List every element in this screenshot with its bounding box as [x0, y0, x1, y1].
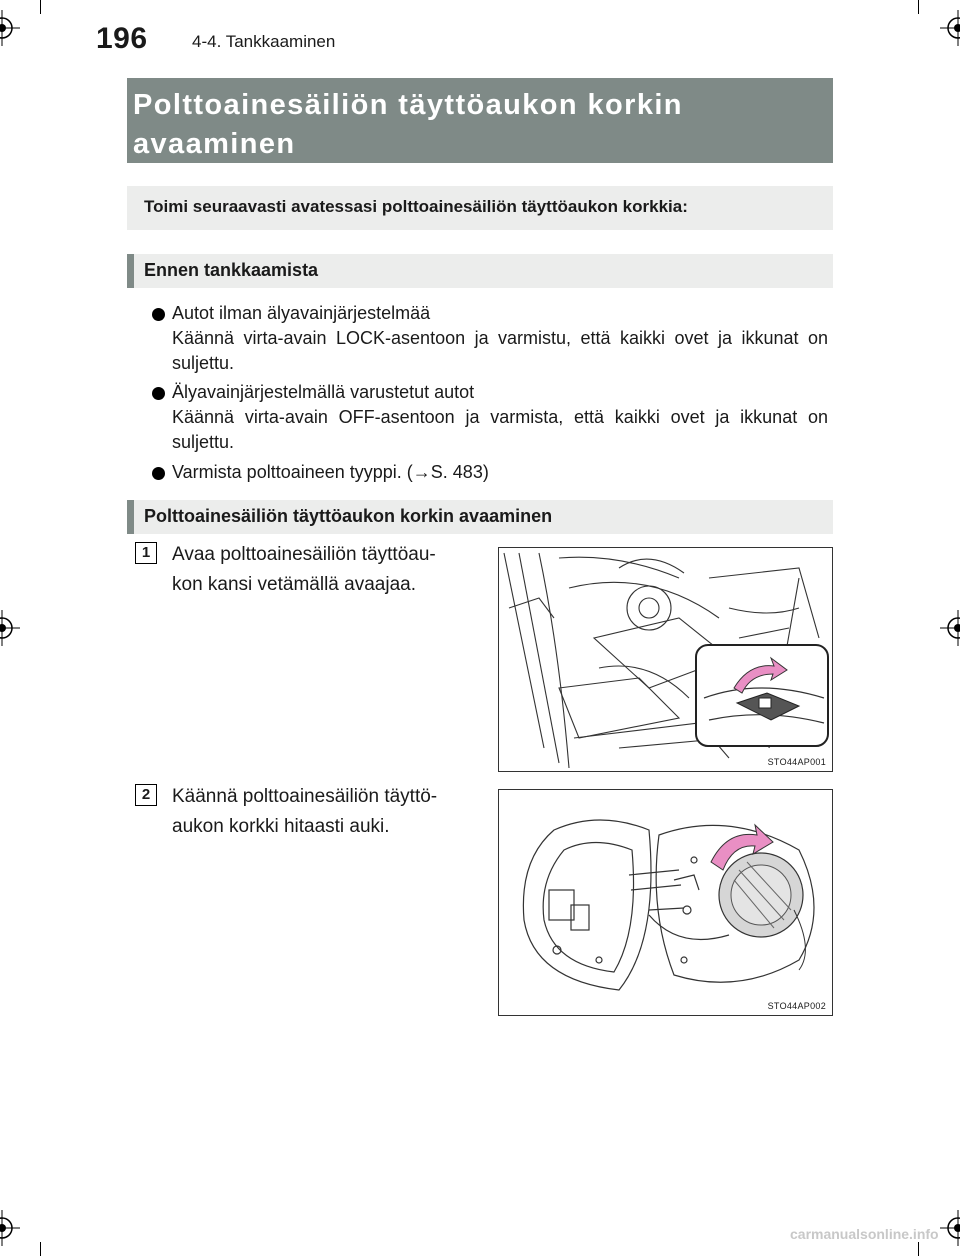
step-1-text-line-2: kon kansi vetämällä avaajaa. — [172, 574, 416, 595]
figure-fuel-cap — [498, 789, 833, 1016]
page-title-line-2: avaaminen — [133, 128, 296, 160]
registration-mark-icon — [940, 610, 960, 646]
page-number: 196 — [96, 22, 148, 55]
step-number-1: 1 — [135, 542, 157, 564]
step-2-text-line-2: aukon korkki hitaasti auki. — [172, 816, 390, 837]
car-interior-illustration — [499, 548, 833, 772]
intro-text: Toimi seuraavasti avatessasi polttoainesäiliön täyttöaukon korkkia: — [127, 186, 833, 230]
step-1-text — [172, 540, 477, 600]
watermark: carmanualsonline.info — [790, 1226, 939, 1242]
before-refuel-heading: Ennen tankkaamista — [127, 254, 833, 288]
opening-heading: Polttoainesäiliön täyttöaukon korkin avaaminen — [127, 500, 833, 534]
trim-mark — [40, 0, 41, 14]
registration-mark-icon — [940, 10, 960, 46]
bullet-icon — [152, 387, 165, 400]
bullet-item — [152, 301, 828, 376]
trim-mark — [918, 0, 919, 14]
bullet-item — [152, 460, 828, 485]
step-1-text-line-1: Avaa polttoainesäiliön täyttöau- — [172, 544, 436, 565]
step-2-text-line-1: Käännä polttoainesäiliön täyttö- — [172, 786, 438, 807]
figure-code: STO44AP002 — [767, 1001, 826, 1011]
bullet-title: Älyavainjärjestelmällä varustetut autot — [172, 382, 475, 402]
registration-mark-icon — [0, 10, 20, 46]
figure-code: STO44AP001 — [767, 757, 826, 767]
trim-mark — [918, 1242, 919, 1256]
fuel-cap-illustration — [499, 790, 833, 1016]
bullet-item — [152, 380, 828, 455]
figure-fuel-door-opener — [498, 547, 833, 772]
trim-mark — [40, 1242, 41, 1256]
page-title-line-1: Polttoainesäiliön täyttöaukon korkin — [133, 89, 683, 121]
registration-mark-icon — [940, 1210, 960, 1246]
page-title-bar — [127, 78, 833, 163]
bullet-title: Varmista polttoaineen tyyppi. (→S. 483) — [172, 462, 489, 482]
bullet-detail: Käännä virta-avain LOCK-asentoon ja varmistu, että kaikki ovet ja ikkunat on suljettu. — [172, 328, 828, 373]
step-number-2: 2 — [135, 784, 157, 806]
bullet-title: Autot ilman älyavainjärjestelmää — [172, 303, 431, 323]
bullet-icon — [152, 308, 165, 321]
step-2-text — [172, 782, 477, 842]
section-label: 4-4. Tankkaaminen — [192, 32, 336, 51]
registration-mark-icon — [0, 610, 20, 646]
registration-mark-icon — [0, 1210, 20, 1246]
bullet-icon — [152, 467, 165, 480]
bullet-detail: Käännä virta-avain OFF-asentoon ja varmista, että kaikki ovet ja ikkunat on suljettu. — [172, 407, 828, 452]
